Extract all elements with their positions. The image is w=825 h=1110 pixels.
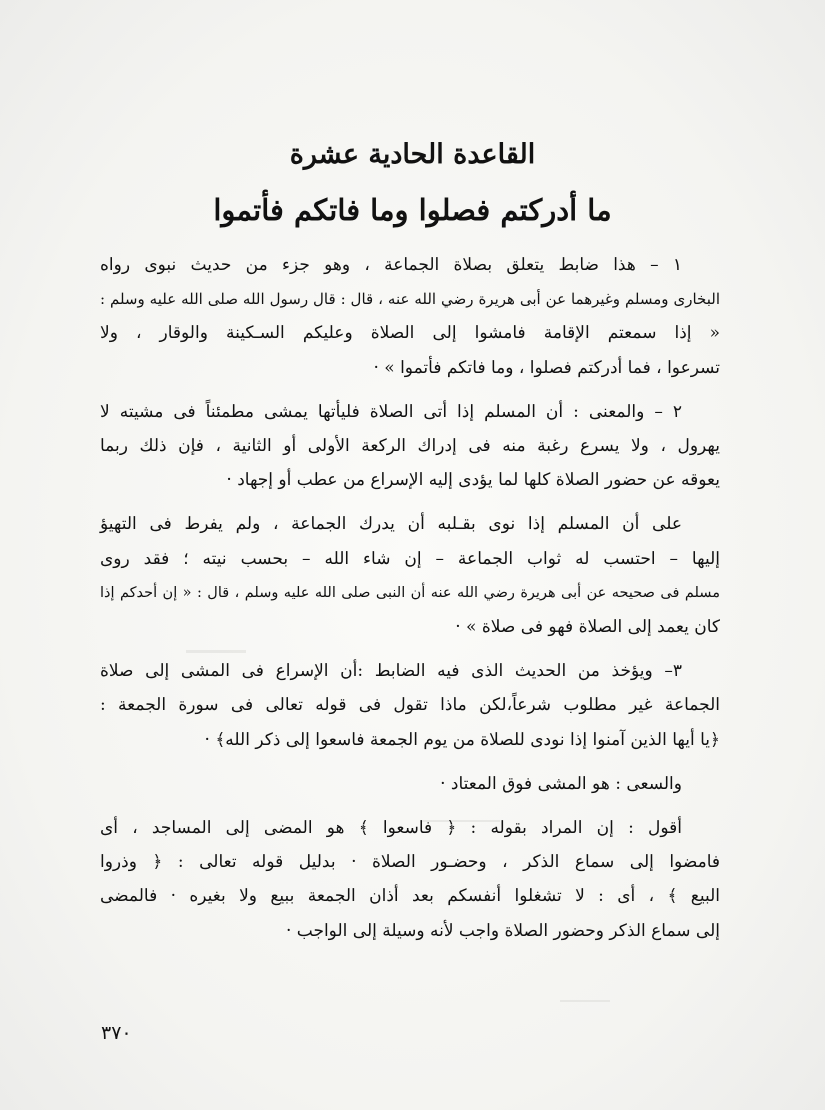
text-line: « إذا سمعتم الإقامة فامشوا إلى الصلاة وعليكم السـكينة والوقار ، ولا	[100, 323, 720, 344]
text-line: يعوقه عن حضور الصلاة كلها لما يؤدى إليه الإسراع من عطب أو إجهاد ·	[226, 470, 720, 491]
text-line: البيع ﴾ ، أى : لا تشغلوا أنفسكم بعد أذان الجمعة ببيع ولا بغيره · فالمضى	[100, 886, 720, 907]
text-line: البخارى ومسلم وغيرهما عن أبى هريرة رضي الله عنه ، قال : قال رسول الله صلى الله عليه وسلم :	[100, 290, 720, 309]
text-line: تسرعوا ، فما أدركتم فصلوا ، وما فاتكم فأتموا » ·	[373, 357, 720, 378]
paragraph-3	[100, 507, 720, 644]
text-line: أقول : إن المراد بقوله : ﴿ فاسعوا ﴾ هو المضى إلى المساجد ، أى	[100, 818, 682, 839]
body-text	[100, 248, 720, 958]
text-line: مسلم فى صحيحه عن أبى هريرة رضي الله عنه أن النبى صلى الله عليه وسلم ، قال : « إن أحدكم إذا	[100, 584, 720, 601]
text-line: كان يعمد إلى الصلاة فهو فى صلاة » ·	[455, 617, 720, 638]
text-line: الجماعة غير مطلوب شرعاً،لكن ماذا تقول فى قوله تعالى فى سورة الجمعة :	[100, 695, 720, 716]
text-line: والسعى : هو المشى فوق المعتاد ·	[440, 773, 682, 794]
scan-speck	[560, 1000, 610, 1002]
rule-title: القاعدة الحادية عشرة	[289, 139, 536, 170]
chapter-headings	[0, 133, 825, 233]
text-line: ٣– ويؤخذ من الحديث الذى فيه الضابط :أن الإسراع فى المشى إلى صلاة	[100, 661, 682, 682]
paragraph-1	[100, 248, 720, 385]
text-line: على أن المسلم إذا نوى بقـلبه أن يدرك الجماعة ، ولم يفرط فى التهيؤ	[100, 514, 682, 535]
paragraph-2	[100, 395, 720, 498]
paragraph-5	[100, 767, 720, 801]
text-line: ٢ – والمعنى : أن المسلم إذا أتى الصلاة فليأتها يمشى مطمئناً فى مشيته لا	[100, 401, 682, 422]
text-line: يهرول ، ولا يسرع رغبة منه فى إدراك الركعة الأولى أو الثانية ، فإن ذلك ربما	[100, 436, 720, 457]
text-line: إليها – احتسب له ثواب الجماعة – إن شاء الله – بحسب نيته ؛ فقد روى	[100, 548, 720, 569]
paragraph-6	[100, 811, 720, 948]
quran-verse-line: ﴿يا أيها الذين آمنوا إذا نودى للصلاة من يوم الجمعة فاسعوا إلى ذكر الله﴾ ·	[204, 729, 720, 750]
page-number: ٣٧٠	[101, 1022, 132, 1044]
rule-subtitle: ما أدركتم فصلوا وما فاتكم فأتموا	[213, 193, 612, 227]
text-line: إلى سماع الذكر وحضور الصلاة واجب لأنه وسيلة إلى الواجب ·	[285, 920, 720, 941]
text-line: فامضوا إلى سماع الذكر ، وحضـور الصلاة · بدليل قوله تعالى : ﴿ وذروا	[100, 852, 720, 873]
text-line: ١ – هذا ضابط يتعلق بصلاة الجماعة ، وهو جزء من حديث نبوى رواه	[100, 255, 682, 275]
paragraph-4	[100, 654, 720, 757]
